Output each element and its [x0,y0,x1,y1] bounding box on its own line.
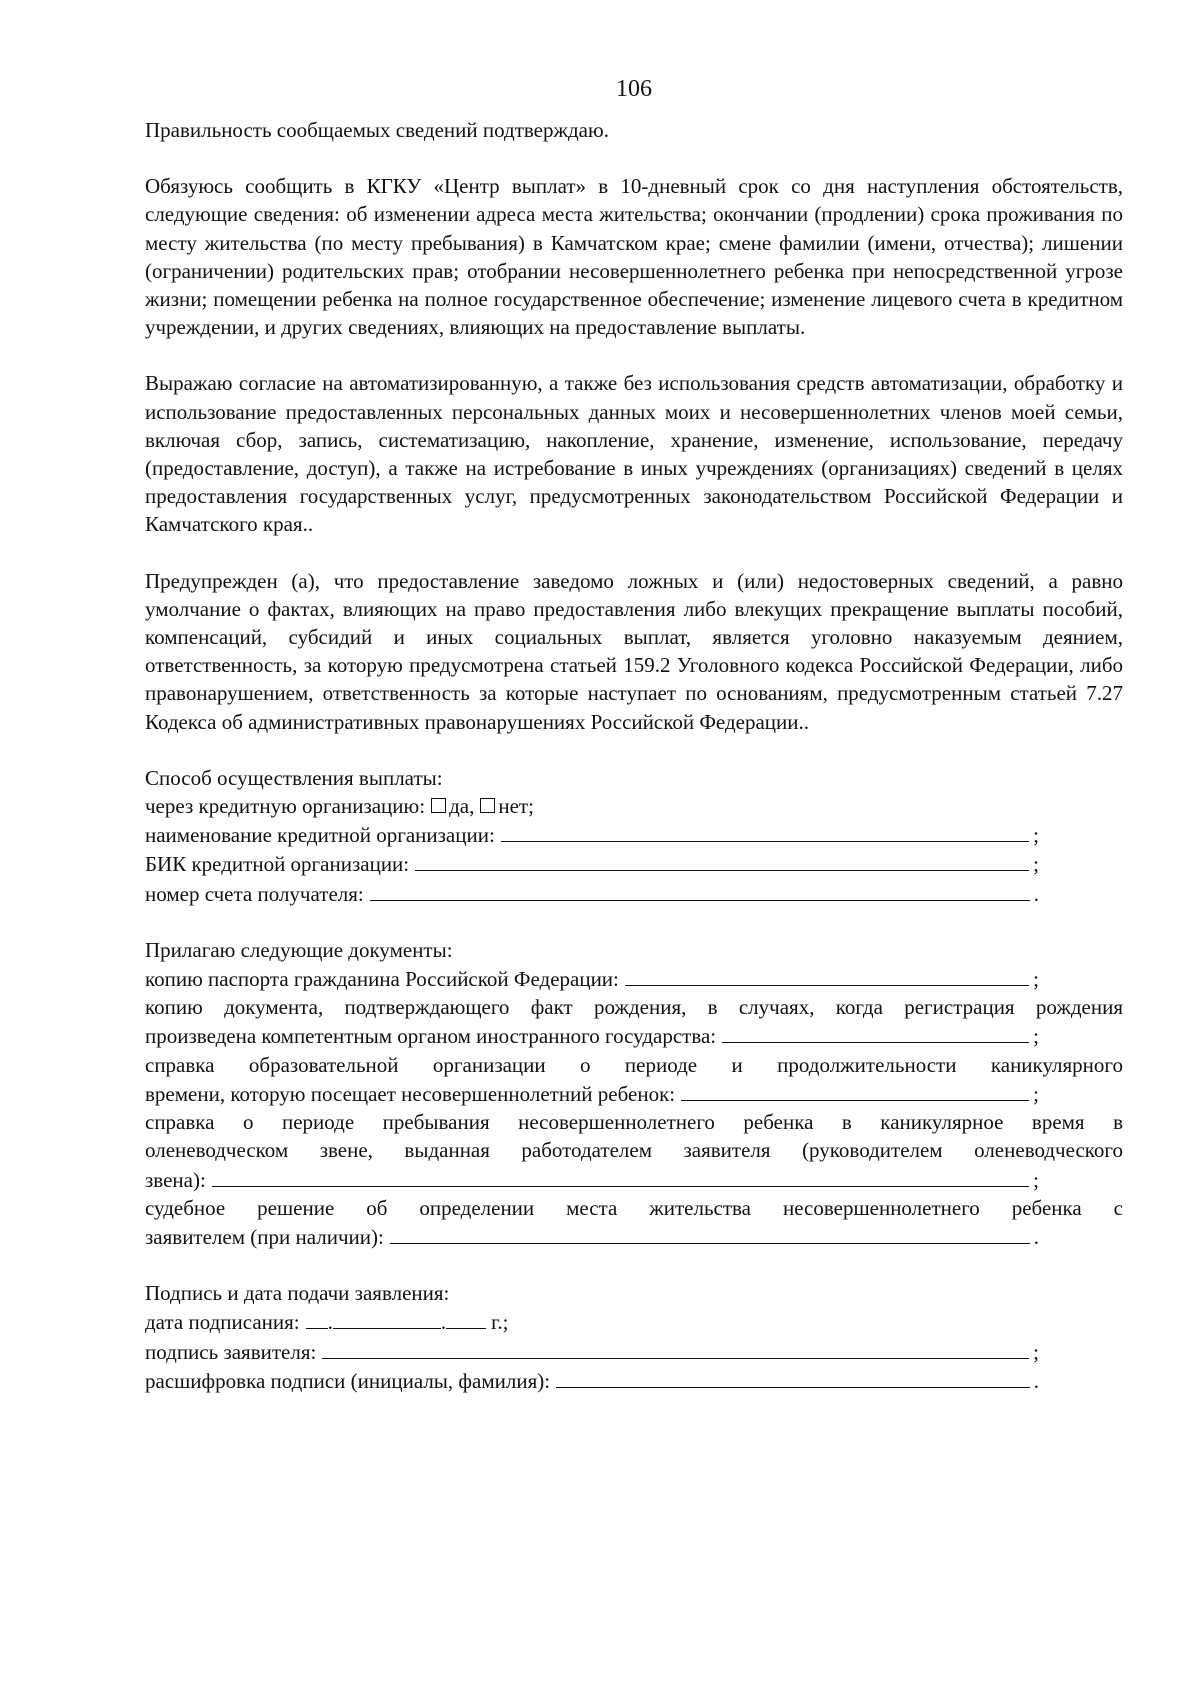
date-month-field[interactable] [333,1307,441,1329]
yes-label: да, [449,794,475,819]
payment-heading: Способ осуществления выплаты: [145,765,443,790]
date-year-field[interactable] [446,1307,486,1329]
birth-row: произведена компетентным органом иностранного государства: ; [145,1021,1039,1050]
decode-field[interactable] [556,1366,1030,1388]
signature-section [145,1279,1123,1395]
signature-row: подпись заявителя: ; [145,1337,1039,1366]
reindeer-line-1: справка о периоде пребывания несовершеннолетнего ребенка в каникулярное время в [145,1110,1123,1135]
documents-heading: Прилагаю следующие документы: [145,937,453,962]
reindeer-field[interactable] [212,1165,1029,1187]
court-row: заявителем (при наличии): . [145,1222,1039,1251]
bik-field[interactable] [415,849,1029,871]
page-number: 106 [616,76,652,102]
no-label: нет; [498,794,534,819]
payment-section [145,764,1123,908]
school-line-1: справка образовательной организации о периоде и продолжительности каникулярного [145,1052,1123,1077]
court-field[interactable] [390,1222,1030,1244]
document-page [145,74,1123,1395]
confirm-line: Правильность сообщаемых сведений подтверждаю. [145,118,609,142]
account-label: номер счета получателя: [145,881,364,906]
passport-row: копию паспорта гражданина Российской Федерации: ; [145,964,1039,993]
warning-paragraph: Предупрежден (а), что предоставление заведомо ложных и (или) недостоверных сведений, а равно умолчание о фактах, влияющих на право предоставления либо влекущих прекращение выплаты пособий, компенсаций, субсидий и иных социальных выплат, является уголовно наказуемым деянием, ответственность, за которую предусмотрена статьей 159.2 Уголовного кодекса Российской Федерации, либо правонарушением, ответственность за которые наступает по основаниям, предусмотренным статьей 7.27 Кодекса об административных правонарушениях Российской Федерации.. [145,568,1123,734]
passport-field[interactable] [625,964,1029,986]
court-line-1: судебное решение об определении места жительства несовершеннолетнего ребенка с [145,1195,1123,1220]
account-row: номер счета получателя: . [145,879,1039,908]
signature-heading: Подпись и дата подачи заявления: [145,1281,450,1306]
school-row: времени, которую посещает несовершеннолетний ребенок: ; [145,1079,1039,1108]
documents-section [145,936,1123,1251]
signature-field[interactable] [322,1337,1029,1359]
reindeer-line-2: оленеводческом звене, выданная работодателем заявителя (руководителем оленеводческого [145,1138,1123,1163]
school-field[interactable] [681,1079,1029,1101]
yes-checkbox[interactable] [431,798,446,813]
no-checkbox[interactable] [480,798,495,813]
bik-label: БИК кредитной организации: [145,852,410,877]
consent-paragraph: Выражаю согласие на автоматизированную, а также без использования средств автоматизации, обработку и использование предоставленных персональных данных моих и несовершеннолетних членов моей семьи, включая сбор, запись, систематизацию, накопление, хранение, изменение, использование, передачу (предоставление, доступ), а также на истребование в иных учреждениях (организациях) сведений в целях предоставления государственных услуг, предусмотренных законодательством Российской Федерации и Камчатского края.. [145,371,1123,537]
account-field[interactable] [370,879,1030,901]
birth-field[interactable] [722,1021,1029,1043]
bik-row: БИК кредитной организации: ; [145,849,1039,878]
bank-name-row: наименование кредитной организации: ; [145,820,1039,849]
date-day-field[interactable] [306,1307,328,1329]
bank-name-label: наименование кредитной организации: [145,823,495,848]
bank-name-field[interactable] [501,820,1029,842]
decode-row: расшифровка подписи (инициалы, фамилия): . [145,1366,1039,1395]
credit-org-choice [145,792,1123,820]
birth-line-1: копию документа, подтверждающего факт рождения, в случаях, когда регистрация рождения [145,995,1123,1020]
date-row: дата подписания: . . г.; [145,1307,1123,1336]
obligation-paragraph: Обязуюсь сообщить в КГКУ «Центр выплат» в 10-дневный срок со дня наступления обстоятельств, следующие сведения: об изменении адреса места жительства; окончании (продлении) срока проживания по месту жительства (по месту пребывания) в Камчатском крае; смене фамилии (имени, отчества); лишении (ограничении) родительских прав; отобрании несовершеннолетнего ребенка при непосредственной угрозе жизни; помещении ребенка на полное государственное обеспечение; изменение лицевого счета в кредитном учреждении, и других сведениях, влияющих на предоставление выплаты. [145,174,1123,340]
reindeer-row: звена): ; [145,1165,1039,1194]
credit-org-label: через кредитную организацию: [145,794,426,819]
